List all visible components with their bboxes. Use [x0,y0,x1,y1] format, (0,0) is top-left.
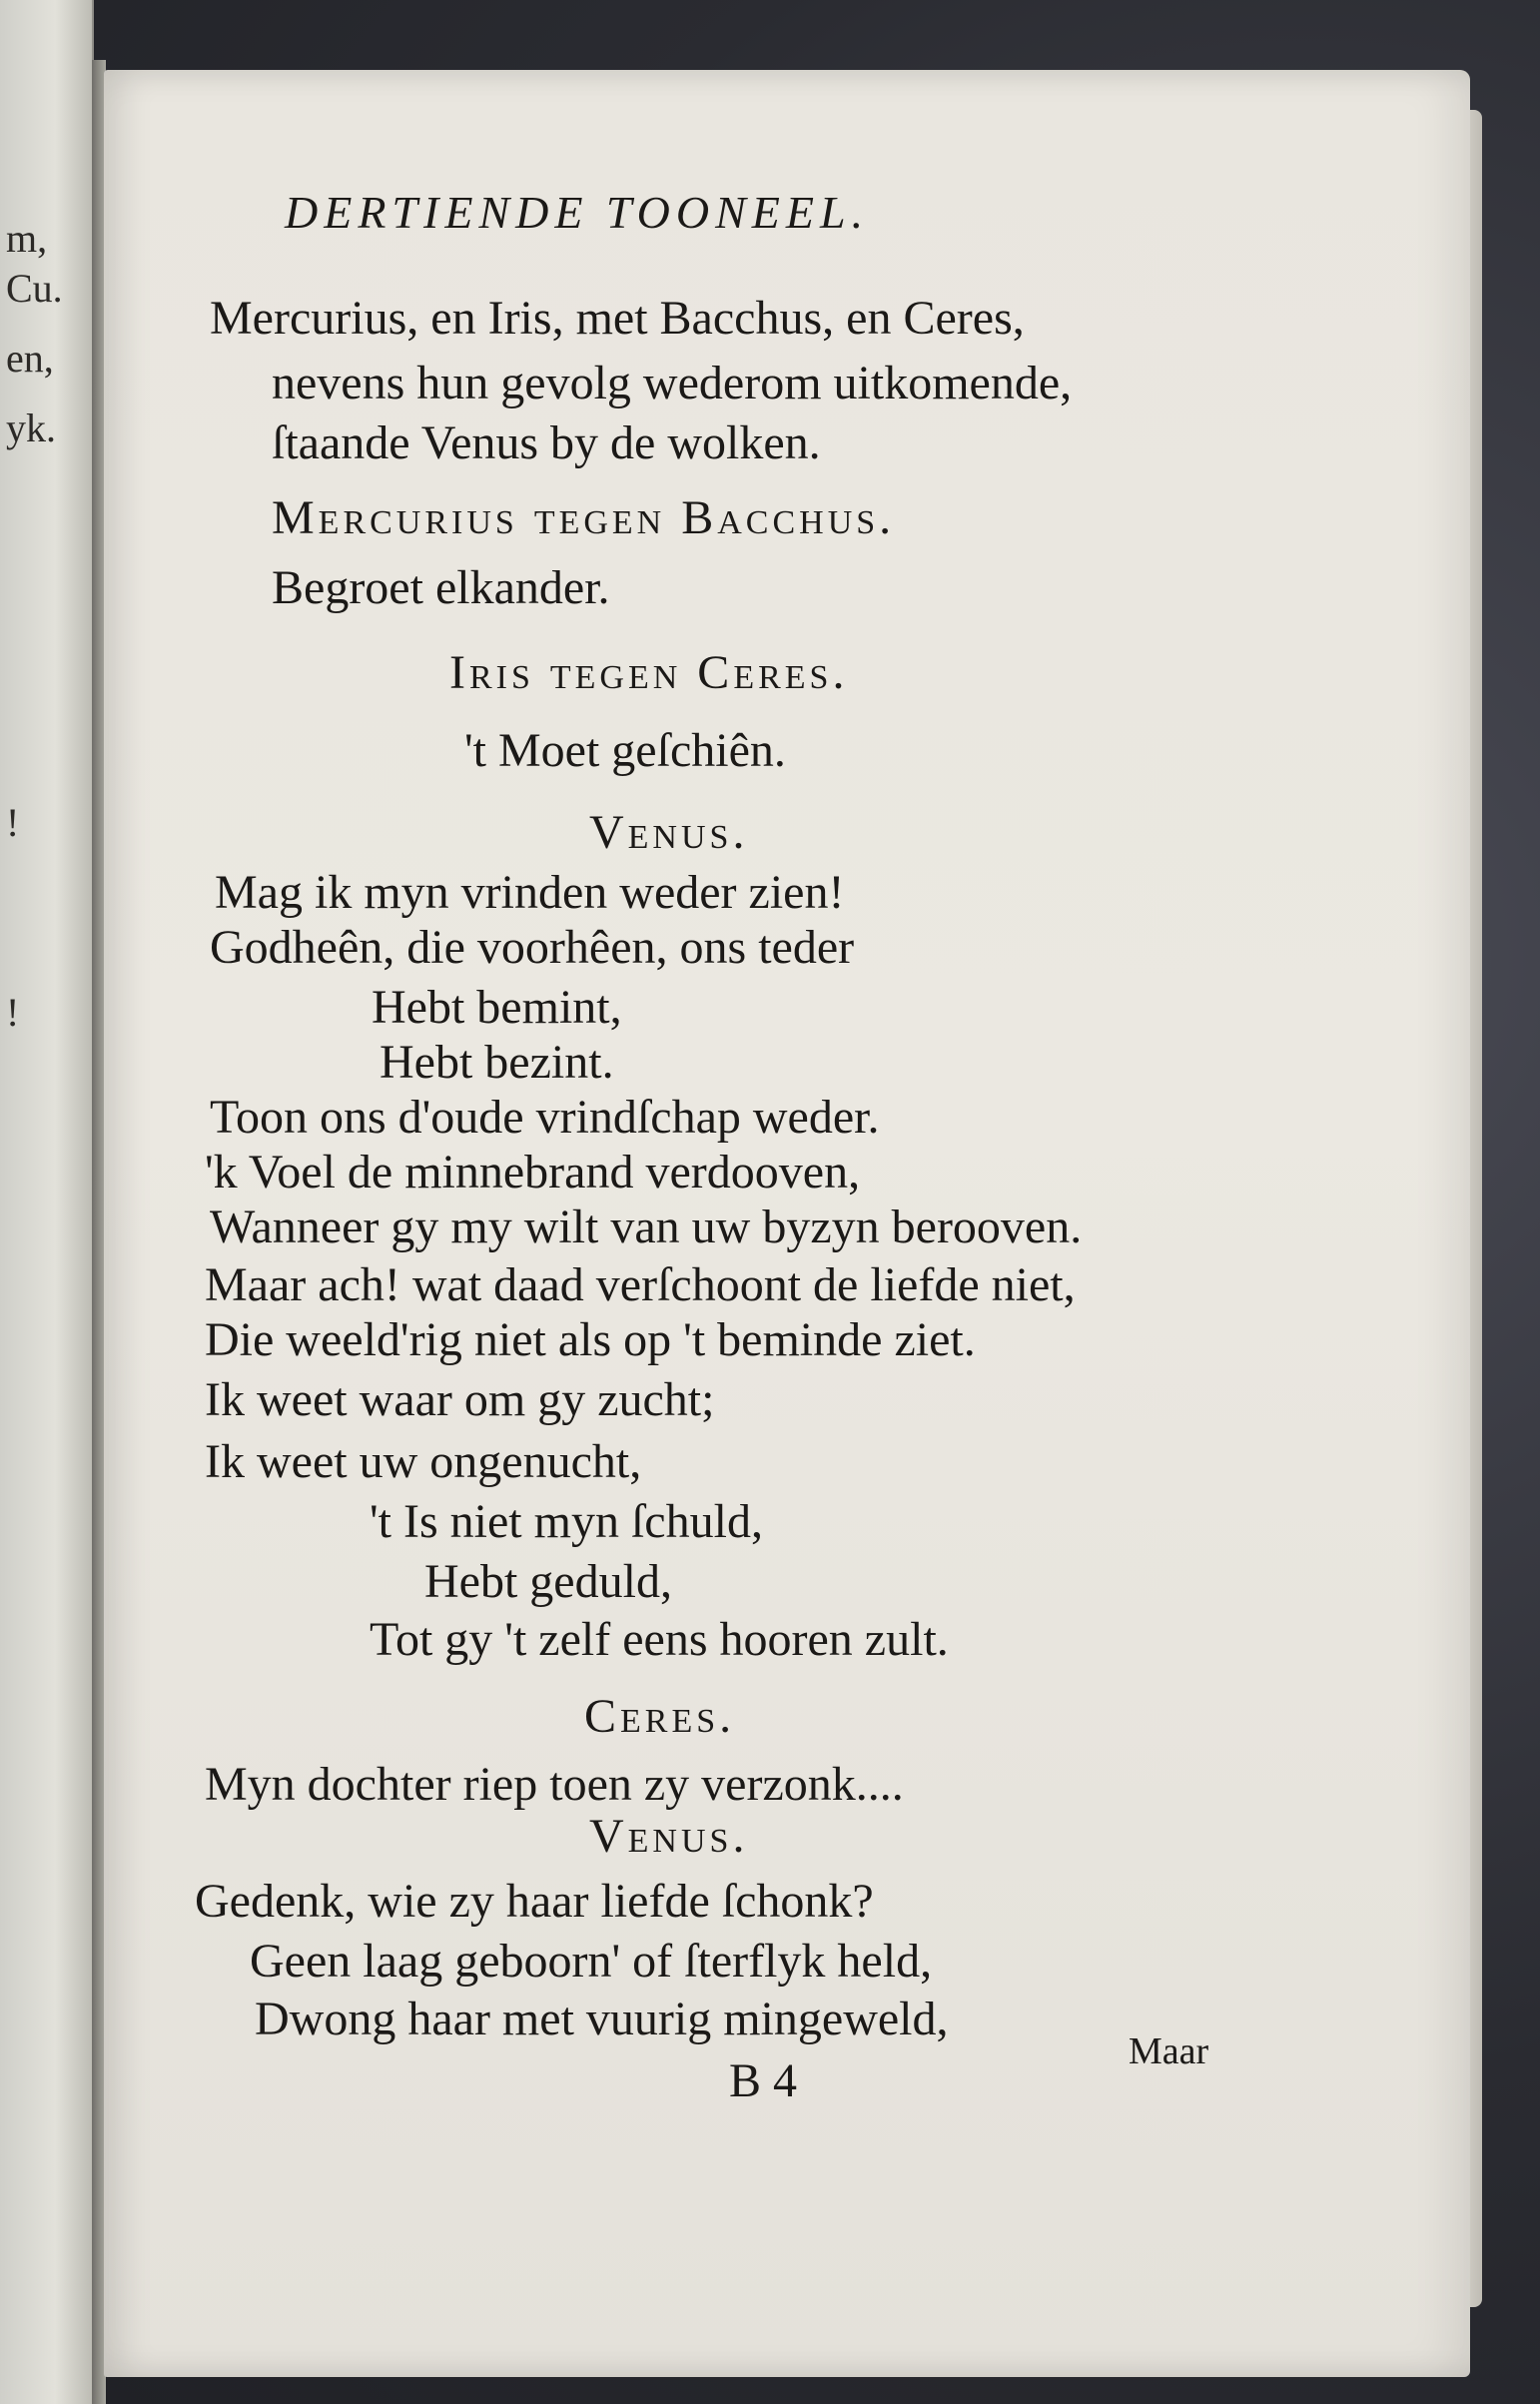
speaker-heading: Venus. [589,806,749,859]
speaker-heading: Mercurius tegen Bacchus. [272,491,896,544]
running-head: DERTIENDE TOONEEL. [285,187,870,238]
speech-line: Myn dochter riep toen zy verzonk.... [205,1758,904,1811]
signature-mark: B 4 [729,2054,798,2107]
left-page-fragment: yk. [6,405,56,450]
speech-line: 't Moet geſchiên. [464,724,786,777]
verse-line: Ik weet waar om gy zucht; [205,1373,715,1426]
left-page-fragment: Cu. [6,266,63,311]
verse-line: Hebt geduld, [424,1555,672,1608]
verse-line: Tot gy 't zelf eens hooren zult. [370,1613,949,1666]
speaker-heading: Ceres. [584,1690,736,1743]
verse-line: Ik weet uw ongenucht, [205,1435,642,1488]
verse-line: Geen laag geboorn' of ſterflyk held, [250,1935,933,1988]
verse-line: Dwong haar met vuurig mingeweld, [255,1993,949,2045]
speaker-heading: Venus. [589,1810,749,1863]
verse-line: Mag ik myn vrinden weder zien! [215,866,845,919]
left-page-edge [0,0,94,2404]
stage-direction-line: Mercurius, en Iris, met Bacchus, en Ceres, [210,292,1025,345]
stage-direction-line: ſtaande Venus by de wolken. [272,416,821,469]
verse-line: Hebt bemint, [372,981,622,1034]
verse-line: Godheên, die voorhêen, ons teder [210,921,855,974]
speaker-heading: Iris tegen Ceres. [449,646,849,699]
verse-line: Gedenk, wie zy haar liefde ſchonk? [195,1875,874,1928]
left-page-fragment: ! [6,800,20,845]
verse-line: Die weeld'rig niet als op 't beminde ziet. [205,1313,976,1366]
verse-line: Hebt bezint. [380,1036,614,1089]
verse-line: Maar ach! wat daad verſchoont de liefde niet, [205,1258,1076,1311]
left-page-fragment: ! [6,990,20,1035]
verse-line: 't Is niet myn ſchuld, [370,1495,763,1548]
verse-line: Toon ons d'oude vrindſchap weder. [210,1091,880,1144]
left-page-fragment: m, [6,216,48,261]
speech-line: Begroet elkander. [272,561,610,614]
left-page-fragment: en, [6,336,54,381]
verse-line: 'k Voel de minnebrand verdooven, [205,1146,861,1199]
catchword: Maar [1129,2030,1209,2072]
verse-line: Wanneer gy my wilt van uw byzyn berooven. [210,1201,1083,1253]
stage-direction-line: nevens hun gevolg wederom uitkomende, [272,357,1073,409]
